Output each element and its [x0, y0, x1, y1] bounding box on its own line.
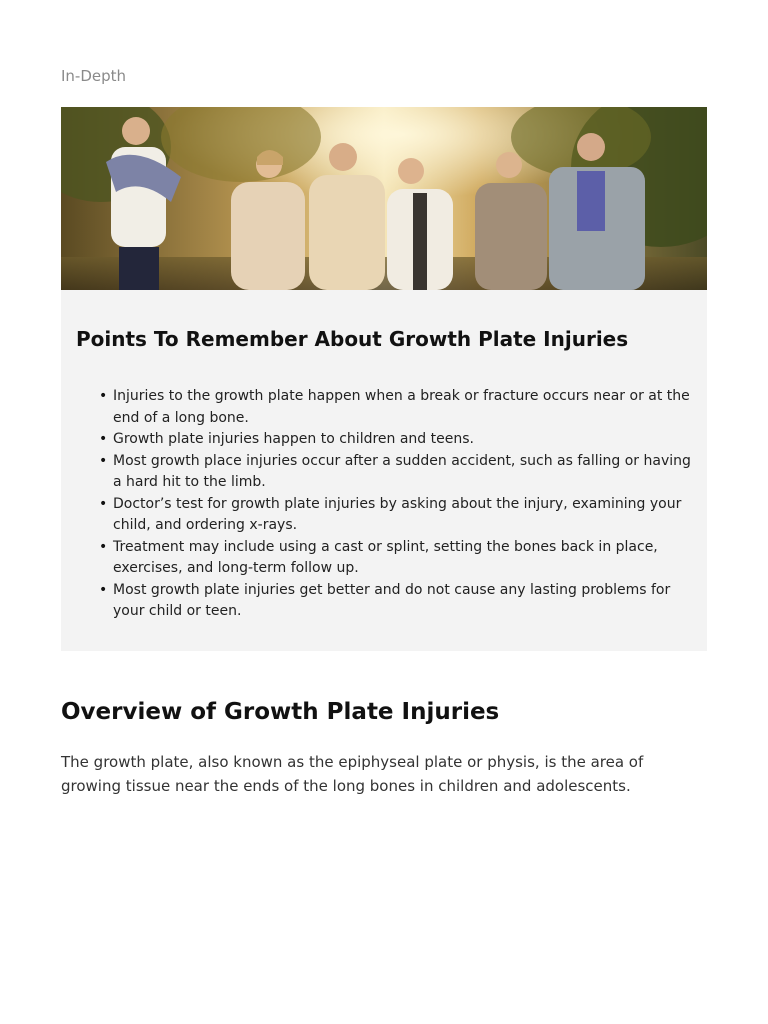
hero-photo-illustration [61, 107, 707, 290]
bullet-icon: • [99, 388, 108, 404]
list-item [99, 386, 693, 429]
eyebrow-label: In-Depth [61, 67, 127, 85]
section-paragraph: The growth plate, also known as the epiphyseal plate or physis, is the area of growing tissue near the ends of the long bones in children and adolescents. [61, 753, 644, 795]
list-item [99, 494, 693, 537]
list-item-text: Injuries to the growth plate happen when a break or fracture occurs near or at the end of a long bone. [113, 388, 690, 426]
list-item-text: Most growth plate injuries get better and do not cause any lasting problems for your child or teen. [113, 581, 671, 619]
key-points-callout [61, 290, 707, 651]
bullet-icon: • [99, 452, 108, 469]
bullet-icon: • [99, 495, 108, 512]
list-item-text: Most growth place injuries occur after a sudden accident, such as falling or having a hard hit to the limb. [113, 452, 691, 490]
bullet-icon: • [99, 431, 108, 447]
section-heading: Overview of Growth Plate Injuries [61, 699, 500, 725]
list-item [99, 580, 693, 623]
list-item-text: Treatment may include using a cast or splint, setting the bones back in place, exercises, and long-term follow up. [113, 538, 658, 576]
hero-image [61, 107, 707, 290]
list-item [99, 451, 693, 494]
bullet-icon: • [99, 538, 108, 555]
list-item-text: Growth plate injuries happen to children and teens. [113, 431, 474, 447]
key-points-list [99, 386, 693, 623]
list-item-text: Doctor’s test for growth plate injuries by asking about the injury, examining your child, and ordering x-rays. [113, 495, 682, 533]
bullet-icon: • [99, 581, 108, 598]
callout-title: Points To Remember About Growth Plate Injuries [76, 327, 629, 351]
list-item [99, 537, 693, 580]
list-item [99, 429, 693, 451]
